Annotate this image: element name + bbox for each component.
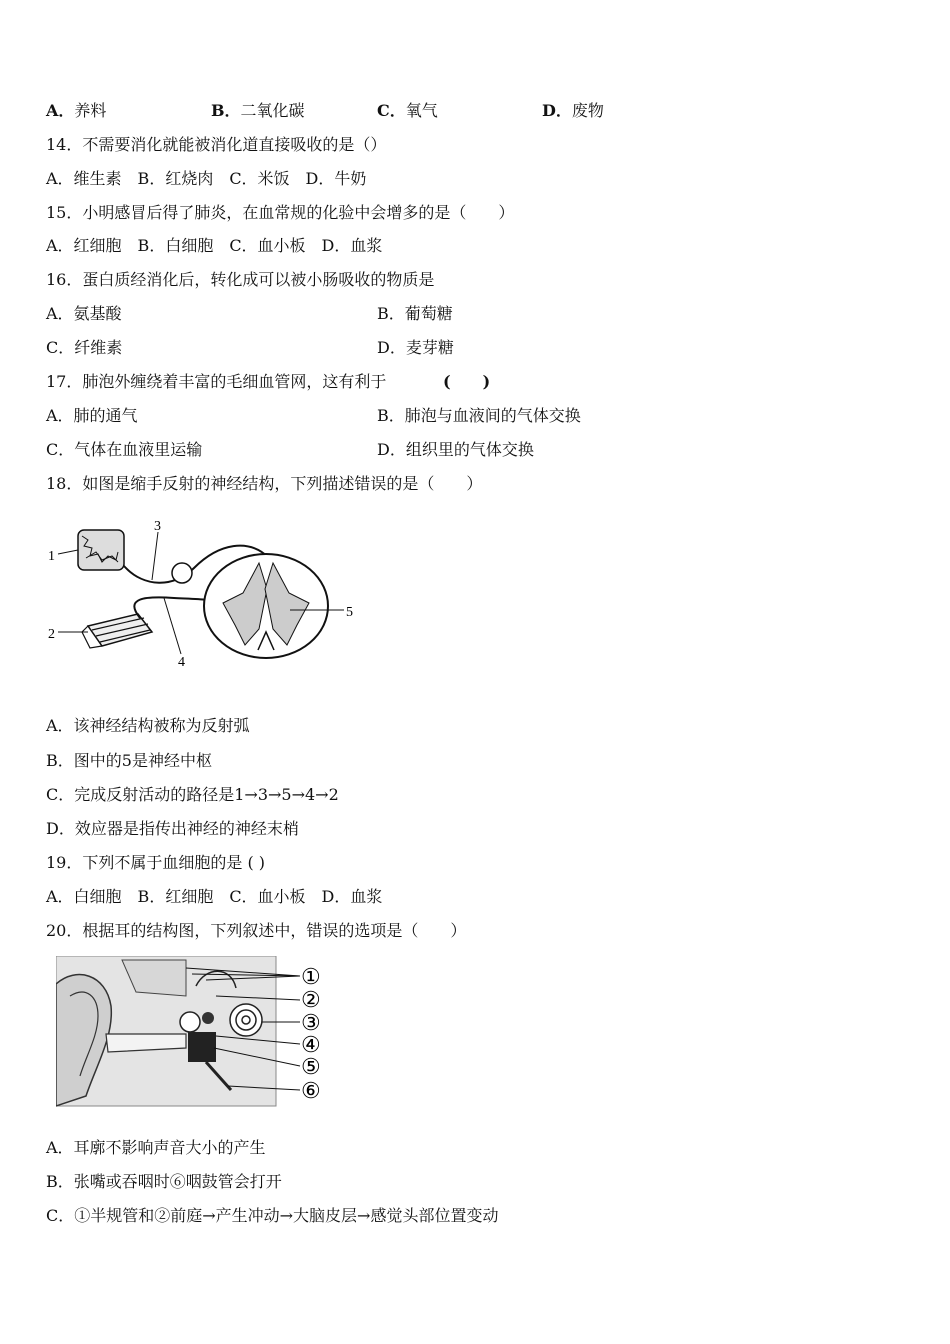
label-2: 2 (48, 627, 55, 642)
ear-label-1: ① (301, 964, 321, 989)
q18-option-a: A．该神经结构被称为反射弧 (46, 716, 250, 735)
label-1: 1 (48, 549, 55, 564)
ear-label-4: ④ (301, 1032, 321, 1057)
label-5: 5 (346, 605, 353, 620)
q17-paren: ( ) (443, 372, 491, 391)
q16-option-b: B．葡萄糖 (377, 304, 453, 323)
q17-option-c: C．气体在血液里运输 (46, 440, 203, 459)
q16-stem: 16．蛋白质经消化后，转化成可以被小肠吸收的物质是 (46, 270, 435, 289)
ear-label-6: ⑥ (301, 1078, 321, 1103)
spinal-cord-icon (204, 554, 328, 658)
receptor-skin-icon (78, 530, 124, 570)
q19-options: A．白细胞 B．红细胞 C．血小板 D．血浆 (46, 887, 383, 906)
label-3: 3 (154, 519, 161, 534)
q13-option-c: C．氧气 (377, 101, 438, 120)
q14-stem: 14．不需要消化就能被消化道直接吸收的是（） (46, 135, 387, 154)
q13-option-d: D．废物 (542, 101, 604, 120)
ear-structure-figure (56, 956, 328, 1108)
q18-option-d: D．效应器是指传出神经的神经末梢 (46, 819, 299, 838)
ear-label-3: ③ (301, 1010, 321, 1035)
q16-option-a: A．氨基酸 (46, 304, 122, 323)
q13-option-a: A．养料 (46, 101, 107, 120)
q15-options: A．红细胞 B．白细胞 C．血小板 D．血浆 (46, 236, 383, 255)
q20-option-a: A．耳廓不影响声音大小的产生 (46, 1138, 266, 1157)
q17-stem: 17．肺泡外缠绕着丰富的毛细血管网，这有利于 (46, 372, 387, 391)
q20-option-b: B．张嘴或吞咽时⑥咽鼓管会打开 (46, 1172, 282, 1191)
ear-label-5: ⑤ (301, 1054, 321, 1079)
q16-option-c: C．纤维素 (46, 338, 123, 357)
q14-options: A．维生素 B．红烧肉 C．米饭 D．牛奶 (46, 169, 367, 188)
q18-option-b: B．图中的5是神经中枢 (46, 751, 212, 770)
q20-option-c: C．①半规管和②前庭→产生冲动→大脑皮层→感觉头部位置变动 (46, 1206, 499, 1225)
ear-label-2: ② (301, 987, 321, 1012)
q18-option-c: C．完成反射活动的路径是1→3→5→4→2 (46, 785, 339, 804)
q17-option-d: D．组织里的气体交换 (377, 440, 534, 459)
effector-muscle-icon (82, 614, 152, 648)
q17-option-b: B．肺泡与血液间的气体交换 (377, 406, 581, 425)
reflex-arc-figure (44, 518, 364, 668)
label-4: 4 (178, 655, 185, 668)
q16-option-d: D．麦芽糖 (377, 338, 454, 357)
q19-stem: 19．下列不属于血细胞的是 ( ) (46, 853, 266, 872)
q17-option-a: A．肺的通气 (46, 406, 138, 425)
q15-stem: 15．小明感冒后得了肺炎，在血常规的化验中会增多的是（ ） (46, 203, 515, 222)
q18-stem: 18．如图是缩手反射的神经结构，下列描述错误的是（ ） (46, 474, 483, 493)
q13-option-b: B．二氧化碳 (211, 101, 305, 120)
q20-stem: 20．根据耳的结构图，下列叙述中，错误的选项是（ ） (46, 921, 467, 940)
